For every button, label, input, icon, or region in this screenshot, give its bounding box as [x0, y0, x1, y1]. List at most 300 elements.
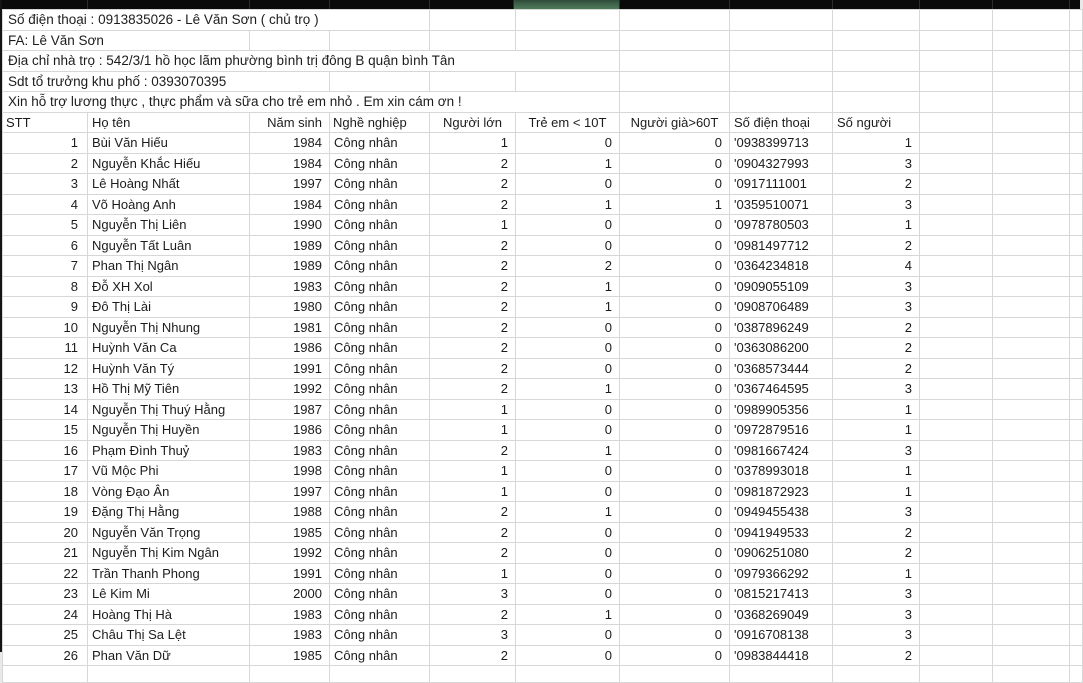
cell-stt[interactable]: 12 [3, 358, 88, 379]
cell-children-under-10[interactable]: 0 [516, 584, 620, 605]
cell-elderly-over-60[interactable]: 0 [620, 584, 730, 605]
empty-cell[interactable] [993, 379, 1070, 400]
cell-phone[interactable]: '0938399713 [730, 133, 833, 154]
empty-cell[interactable] [920, 133, 993, 154]
empty-cell[interactable] [993, 174, 1070, 195]
empty-cell[interactable] [993, 481, 1070, 502]
empty-cell[interactable] [430, 10, 516, 31]
empty-cell[interactable] [920, 112, 993, 133]
cell-elderly-over-60[interactable]: 0 [620, 133, 730, 154]
cell-people-count[interactable]: 3 [833, 440, 920, 461]
cell-adults[interactable]: 2 [430, 174, 516, 195]
selected-column-indicator[interactable] [513, 0, 619, 9]
empty-cell[interactable] [993, 645, 1070, 666]
empty-cell[interactable] [920, 420, 993, 441]
empty-cell[interactable] [833, 10, 920, 31]
empty-cell[interactable] [993, 563, 1070, 584]
cell-children-under-10[interactable]: 1 [516, 276, 620, 297]
cell-adults[interactable]: 2 [430, 645, 516, 666]
empty-cell[interactable] [620, 10, 730, 31]
empty-cell[interactable] [920, 276, 993, 297]
cell-stt[interactable]: 14 [3, 399, 88, 420]
empty-cell[interactable] [993, 317, 1070, 338]
empty-cell[interactable] [1070, 92, 1083, 113]
cell-occupation[interactable]: Công nhân [330, 358, 430, 379]
cell-stt[interactable]: 24 [3, 604, 88, 625]
cell-full-name[interactable]: Nguyễn Thị Thuý Hằng [88, 399, 250, 420]
cell-adults[interactable]: 2 [430, 235, 516, 256]
cell-elderly-over-60[interactable]: 0 [620, 563, 730, 584]
cell-elderly-over-60[interactable]: 0 [620, 604, 730, 625]
cell-people-count[interactable]: 3 [833, 604, 920, 625]
cell-people-count[interactable]: 3 [833, 297, 920, 318]
empty-cell[interactable] [920, 481, 993, 502]
cell-elderly-over-60[interactable]: 0 [620, 440, 730, 461]
cell-occupation[interactable]: Công nhân [330, 461, 430, 482]
empty-cell[interactable] [516, 666, 620, 683]
empty-cell[interactable] [993, 543, 1070, 564]
cell-occupation[interactable]: Công nhân [330, 256, 430, 277]
cell-full-name[interactable]: Phan Thị Ngân [88, 256, 250, 277]
empty-cell[interactable] [1070, 358, 1083, 379]
cell-occupation[interactable]: Công nhân [330, 194, 430, 215]
cell-full-name[interactable]: Bùi Văn Hiếu [88, 133, 250, 154]
header-occupation[interactable]: Nghề nghiệp [330, 112, 430, 133]
cell-children-under-10[interactable]: 1 [516, 440, 620, 461]
empty-cell[interactable] [516, 71, 620, 92]
empty-cell[interactable] [993, 30, 1070, 51]
empty-cell[interactable] [993, 522, 1070, 543]
empty-cell[interactable] [1070, 174, 1083, 195]
cell-full-name[interactable]: Phan Văn Dữ [88, 645, 250, 666]
empty-cell[interactable] [1070, 215, 1083, 236]
cell-birth-year[interactable]: 1986 [250, 420, 330, 441]
cell-phone[interactable]: '0981497712 [730, 235, 833, 256]
empty-cell[interactable] [920, 502, 993, 523]
empty-cell[interactable] [88, 666, 250, 683]
cell-occupation[interactable]: Công nhân [330, 522, 430, 543]
cell-elderly-over-60[interactable]: 0 [620, 276, 730, 297]
empty-cell[interactable] [1070, 563, 1083, 584]
empty-cell[interactable] [920, 584, 993, 605]
cell-birth-year[interactable]: 1983 [250, 276, 330, 297]
cell-people-count[interactable]: 3 [833, 379, 920, 400]
cell-birth-year[interactable]: 1989 [250, 235, 330, 256]
cell-phone[interactable]: '0368573444 [730, 358, 833, 379]
cell-stt[interactable]: 15 [3, 420, 88, 441]
cell-stt[interactable]: 4 [3, 194, 88, 215]
cell-children-under-10[interactable]: 0 [516, 235, 620, 256]
empty-cell[interactable] [993, 338, 1070, 359]
empty-cell[interactable] [1070, 584, 1083, 605]
empty-cell[interactable] [920, 666, 993, 683]
empty-cell[interactable] [250, 666, 330, 683]
cell-stt[interactable]: 20 [3, 522, 88, 543]
empty-cell[interactable] [3, 666, 88, 683]
cell-stt[interactable]: 1 [3, 133, 88, 154]
cell-adults[interactable]: 1 [430, 399, 516, 420]
empty-cell[interactable] [1070, 522, 1083, 543]
cell-occupation[interactable]: Công nhân [330, 235, 430, 256]
header-stt[interactable]: STT [3, 112, 88, 133]
cell-phone[interactable]: '0916708138 [730, 625, 833, 646]
cell-elderly-over-60[interactable]: 0 [620, 399, 730, 420]
empty-cell[interactable] [1070, 604, 1083, 625]
cell-occupation[interactable]: Công nhân [330, 174, 430, 195]
empty-cell[interactable] [833, 30, 920, 51]
empty-cell[interactable] [920, 194, 993, 215]
empty-cell[interactable] [1070, 543, 1083, 564]
cell-phone[interactable]: '0815217413 [730, 584, 833, 605]
cell-adults[interactable]: 2 [430, 522, 516, 543]
cell-full-name[interactable]: Nguyễn Thị Kim Ngân [88, 543, 250, 564]
cell-children-under-10[interactable]: 1 [516, 502, 620, 523]
cell-occupation[interactable]: Công nhân [330, 399, 430, 420]
cell-full-name[interactable]: Đô Thị Lài [88, 297, 250, 318]
cell-birth-year[interactable]: 1987 [250, 399, 330, 420]
empty-cell[interactable] [1070, 133, 1083, 154]
empty-cell[interactable] [1070, 112, 1083, 133]
empty-cell[interactable] [833, 666, 920, 683]
header-elderly-over-60[interactable]: Người già>60T [620, 112, 730, 133]
empty-cell[interactable] [1070, 338, 1083, 359]
empty-cell[interactable] [1070, 276, 1083, 297]
empty-cell[interactable] [920, 338, 993, 359]
cell-adults[interactable]: 2 [430, 502, 516, 523]
empty-cell[interactable] [920, 379, 993, 400]
cell-occupation[interactable]: Công nhân [330, 133, 430, 154]
cell-people-count[interactable]: 1 [833, 481, 920, 502]
cell-stt[interactable]: 10 [3, 317, 88, 338]
empty-cell[interactable] [1070, 502, 1083, 523]
empty-cell[interactable] [993, 51, 1070, 72]
cell-elderly-over-60[interactable]: 1 [620, 194, 730, 215]
cell-elderly-over-60[interactable]: 0 [620, 379, 730, 400]
cell-stt[interactable]: 5 [3, 215, 88, 236]
cell-children-under-10[interactable]: 0 [516, 645, 620, 666]
cell-stt[interactable]: 7 [3, 256, 88, 277]
cell-adults[interactable]: 2 [430, 440, 516, 461]
cell-birth-year[interactable]: 1997 [250, 174, 330, 195]
cell-birth-year[interactable]: 1984 [250, 133, 330, 154]
cell-phone[interactable]: '0363086200 [730, 338, 833, 359]
cell-birth-year[interactable]: 1985 [250, 645, 330, 666]
cell-adults[interactable]: 2 [430, 358, 516, 379]
empty-cell[interactable] [993, 399, 1070, 420]
cell-phone[interactable]: '0981667424 [730, 440, 833, 461]
cell-children-under-10[interactable]: 1 [516, 297, 620, 318]
cell-children-under-10[interactable]: 0 [516, 358, 620, 379]
cell-people-count[interactable]: 1 [833, 420, 920, 441]
empty-cell[interactable] [330, 71, 430, 92]
empty-cell[interactable] [833, 71, 920, 92]
empty-cell[interactable] [1070, 153, 1083, 174]
header-people-count[interactable]: Số người [833, 112, 920, 133]
cell-landlord-phone[interactable]: Số điện thoại : 0913835026 - Lê Văn Sơn ( chủ trọ ) [3, 10, 430, 31]
cell-elderly-over-60[interactable]: 0 [620, 297, 730, 318]
cell-phone[interactable]: '0359510071 [730, 194, 833, 215]
empty-cell[interactable] [993, 584, 1070, 605]
empty-cell[interactable] [516, 30, 620, 51]
cell-full-name[interactable]: Nguyễn Văn Trọng [88, 522, 250, 543]
cell-adults[interactable]: 2 [430, 338, 516, 359]
cell-phone[interactable]: '0989905356 [730, 399, 833, 420]
cell-full-name[interactable]: Nguyễn Thị Nhung [88, 317, 250, 338]
cell-stt[interactable]: 22 [3, 563, 88, 584]
cell-people-count[interactable]: 1 [833, 215, 920, 236]
cell-fa-name[interactable]: FA: Lê Văn Sơn [3, 30, 250, 51]
cell-elderly-over-60[interactable]: 0 [620, 358, 730, 379]
empty-cell[interactable] [920, 461, 993, 482]
cell-full-name[interactable]: Huỳnh Văn Ca [88, 338, 250, 359]
cell-full-name[interactable]: Hoàng Thị Hà [88, 604, 250, 625]
empty-cell[interactable] [920, 256, 993, 277]
empty-cell[interactable] [920, 522, 993, 543]
cell-elderly-over-60[interactable]: 0 [620, 317, 730, 338]
cell-people-count[interactable]: 1 [833, 563, 920, 584]
empty-cell[interactable] [920, 10, 993, 31]
cell-occupation[interactable]: Công nhân [330, 543, 430, 564]
empty-cell[interactable] [833, 51, 920, 72]
cell-elderly-over-60[interactable]: 0 [620, 625, 730, 646]
cell-people-count[interactable]: 2 [833, 358, 920, 379]
cell-birth-year[interactable]: 1983 [250, 440, 330, 461]
empty-cell[interactable] [730, 10, 833, 31]
cell-phone[interactable]: '0983844418 [730, 645, 833, 666]
empty-cell[interactable] [993, 666, 1070, 683]
cell-people-count[interactable]: 2 [833, 645, 920, 666]
cell-adults[interactable]: 1 [430, 420, 516, 441]
empty-cell[interactable] [620, 92, 730, 113]
empty-cell[interactable] [516, 10, 620, 31]
cell-people-count[interactable]: 2 [833, 338, 920, 359]
cell-phone[interactable]: '0904327993 [730, 153, 833, 174]
empty-cell[interactable] [920, 543, 993, 564]
cell-phone[interactable]: '0364234818 [730, 256, 833, 277]
cell-adults[interactable]: 2 [430, 256, 516, 277]
cell-elderly-over-60[interactable]: 0 [620, 215, 730, 236]
cell-occupation[interactable]: Công nhân [330, 481, 430, 502]
empty-cell[interactable] [920, 625, 993, 646]
empty-cell[interactable] [920, 153, 993, 174]
cell-birth-year[interactable]: 2000 [250, 584, 330, 605]
empty-cell[interactable] [993, 440, 1070, 461]
empty-cell[interactable] [920, 399, 993, 420]
cell-children-under-10[interactable]: 0 [516, 133, 620, 154]
cell-people-count[interactable]: 3 [833, 194, 920, 215]
cell-birth-year[interactable]: 1997 [250, 481, 330, 502]
cell-phone[interactable]: '0368269049 [730, 604, 833, 625]
cell-occupation[interactable]: Công nhân [330, 297, 430, 318]
header-children-under-10[interactable]: Trẻ em < 10T [516, 112, 620, 133]
cell-phone[interactable]: '0978780503 [730, 215, 833, 236]
empty-cell[interactable] [993, 502, 1070, 523]
cell-full-name[interactable]: Hồ Thị Mỹ Tiên [88, 379, 250, 400]
empty-cell[interactable] [1070, 666, 1083, 683]
cell-occupation[interactable]: Công nhân [330, 584, 430, 605]
empty-cell[interactable] [1070, 625, 1083, 646]
cell-children-under-10[interactable]: 0 [516, 481, 620, 502]
empty-cell[interactable] [1070, 481, 1083, 502]
cell-elderly-over-60[interactable]: 0 [620, 481, 730, 502]
cell-occupation[interactable]: Công nhân [330, 625, 430, 646]
cell-stt[interactable]: 6 [3, 235, 88, 256]
cell-occupation[interactable]: Công nhân [330, 317, 430, 338]
cell-adults[interactable]: 3 [430, 584, 516, 605]
cell-adults[interactable]: 2 [430, 276, 516, 297]
cell-adults[interactable]: 1 [430, 563, 516, 584]
cell-full-name[interactable]: Lê Hoàng Nhất [88, 174, 250, 195]
cell-birth-year[interactable]: 1984 [250, 194, 330, 215]
empty-cell[interactable] [1070, 420, 1083, 441]
cell-children-under-10[interactable]: 0 [516, 399, 620, 420]
cell-stt[interactable]: 3 [3, 174, 88, 195]
empty-cell[interactable] [730, 30, 833, 51]
cell-elderly-over-60[interactable]: 0 [620, 461, 730, 482]
cell-stt[interactable]: 17 [3, 461, 88, 482]
cell-phone[interactable]: '0908706489 [730, 297, 833, 318]
cell-occupation[interactable]: Công nhân [330, 604, 430, 625]
empty-cell[interactable] [920, 92, 993, 113]
empty-cell[interactable] [993, 10, 1070, 31]
cell-people-count[interactable]: 3 [833, 276, 920, 297]
cell-occupation[interactable]: Công nhân [330, 379, 430, 400]
header-birth-year[interactable]: Năm sinh [250, 112, 330, 133]
empty-cell[interactable] [730, 666, 833, 683]
empty-cell[interactable] [730, 92, 833, 113]
empty-cell[interactable] [430, 30, 516, 51]
cell-phone[interactable]: '0387896249 [730, 317, 833, 338]
cell-stt[interactable]: 25 [3, 625, 88, 646]
cell-elderly-over-60[interactable]: 0 [620, 543, 730, 564]
empty-cell[interactable] [1070, 256, 1083, 277]
cell-full-name[interactable]: Đặng Thị Hằng [88, 502, 250, 523]
empty-cell[interactable] [730, 71, 833, 92]
cell-children-under-10[interactable]: 1 [516, 194, 620, 215]
empty-cell[interactable] [993, 461, 1070, 482]
empty-cell[interactable] [920, 440, 993, 461]
cell-phone[interactable]: '0972879516 [730, 420, 833, 441]
cell-birth-year[interactable]: 1992 [250, 379, 330, 400]
cell-full-name[interactable]: Lê Kim Mi [88, 584, 250, 605]
empty-cell[interactable] [993, 276, 1070, 297]
cell-adults[interactable]: 2 [430, 297, 516, 318]
empty-cell[interactable] [920, 235, 993, 256]
cell-birth-year[interactable]: 1980 [250, 297, 330, 318]
empty-cell[interactable] [1070, 461, 1083, 482]
cell-people-count[interactable]: 2 [833, 522, 920, 543]
empty-cell[interactable] [1070, 194, 1083, 215]
cell-children-under-10[interactable]: 0 [516, 338, 620, 359]
cell-people-count[interactable]: 3 [833, 153, 920, 174]
cell-full-name[interactable]: Võ Hoàng Anh [88, 194, 250, 215]
cell-stt[interactable]: 18 [3, 481, 88, 502]
cell-elderly-over-60[interactable]: 0 [620, 502, 730, 523]
cell-full-name[interactable]: Nguyễn Tất Luân [88, 235, 250, 256]
cell-phone[interactable]: '0906251080 [730, 543, 833, 564]
cell-elderly-over-60[interactable]: 0 [620, 645, 730, 666]
cell-people-count[interactable]: 3 [833, 584, 920, 605]
empty-cell[interactable] [920, 358, 993, 379]
cell-people-count[interactable]: 3 [833, 625, 920, 646]
empty-cell[interactable] [993, 112, 1070, 133]
empty-cell[interactable] [920, 563, 993, 584]
cell-phone[interactable]: '0367464595 [730, 379, 833, 400]
cell-occupation[interactable]: Công nhân [330, 440, 430, 461]
cell-phone[interactable]: '0979366292 [730, 563, 833, 584]
empty-cell[interactable] [993, 625, 1070, 646]
cell-stt[interactable]: 9 [3, 297, 88, 318]
cell-adults[interactable]: 3 [430, 625, 516, 646]
cell-elderly-over-60[interactable]: 0 [620, 153, 730, 174]
cell-birth-year[interactable]: 1998 [250, 461, 330, 482]
cell-people-count[interactable]: 1 [833, 133, 920, 154]
cell-stt[interactable]: 23 [3, 584, 88, 605]
empty-cell[interactable] [1070, 10, 1083, 31]
empty-cell[interactable] [1070, 297, 1083, 318]
cell-people-count[interactable]: 2 [833, 317, 920, 338]
cell-birth-year[interactable]: 1984 [250, 153, 330, 174]
cell-people-count[interactable]: 1 [833, 461, 920, 482]
cell-birth-year[interactable]: 1985 [250, 522, 330, 543]
cell-adults[interactable]: 2 [430, 543, 516, 564]
empty-cell[interactable] [1070, 317, 1083, 338]
cell-adults[interactable]: 2 [430, 317, 516, 338]
cell-occupation[interactable]: Công nhân [330, 153, 430, 174]
cell-occupation[interactable]: Công nhân [330, 502, 430, 523]
empty-cell[interactable] [833, 92, 920, 113]
cell-children-under-10[interactable]: 0 [516, 522, 620, 543]
cell-phone[interactable]: '0981872923 [730, 481, 833, 502]
empty-cell[interactable] [920, 71, 993, 92]
cell-children-under-10[interactable]: 0 [516, 317, 620, 338]
cell-stt[interactable]: 11 [3, 338, 88, 359]
header-full-name[interactable]: Họ tên [88, 112, 250, 133]
cell-phone[interactable]: '0949455438 [730, 502, 833, 523]
empty-cell[interactable] [993, 256, 1070, 277]
cell-occupation[interactable]: Công nhân [330, 338, 430, 359]
cell-ward-leader-phone[interactable]: Sdt tổ trưởng khu phố : 0393070395 [3, 71, 330, 92]
empty-cell[interactable] [920, 51, 993, 72]
empty-cell[interactable] [1070, 645, 1083, 666]
empty-cell[interactable] [620, 51, 730, 72]
empty-cell[interactable] [993, 92, 1070, 113]
cell-full-name[interactable]: Nguyễn Thị Liên [88, 215, 250, 236]
cell-children-under-10[interactable]: 2 [516, 256, 620, 277]
empty-cell[interactable] [920, 645, 993, 666]
empty-cell[interactable] [993, 215, 1070, 236]
empty-cell[interactable] [920, 297, 993, 318]
cell-occupation[interactable]: Công nhân [330, 645, 430, 666]
cell-people-count[interactable]: 2 [833, 174, 920, 195]
empty-cell[interactable] [1070, 235, 1083, 256]
cell-elderly-over-60[interactable]: 0 [620, 235, 730, 256]
empty-cell[interactable] [620, 30, 730, 51]
cell-children-under-10[interactable]: 0 [516, 543, 620, 564]
empty-cell[interactable] [330, 666, 430, 683]
cell-full-name[interactable]: Vòng Đạo Ân [88, 481, 250, 502]
cell-adults[interactable]: 2 [430, 194, 516, 215]
cell-children-under-10[interactable]: 0 [516, 174, 620, 195]
empty-cell[interactable] [920, 604, 993, 625]
cell-children-under-10[interactable]: 1 [516, 379, 620, 400]
cell-stt[interactable]: 13 [3, 379, 88, 400]
cell-children-under-10[interactable]: 1 [516, 604, 620, 625]
cell-phone[interactable]: '0909055109 [730, 276, 833, 297]
cell-phone[interactable]: '0378993018 [730, 461, 833, 482]
cell-birth-year[interactable]: 1991 [250, 563, 330, 584]
cell-stt[interactable]: 2 [3, 153, 88, 174]
